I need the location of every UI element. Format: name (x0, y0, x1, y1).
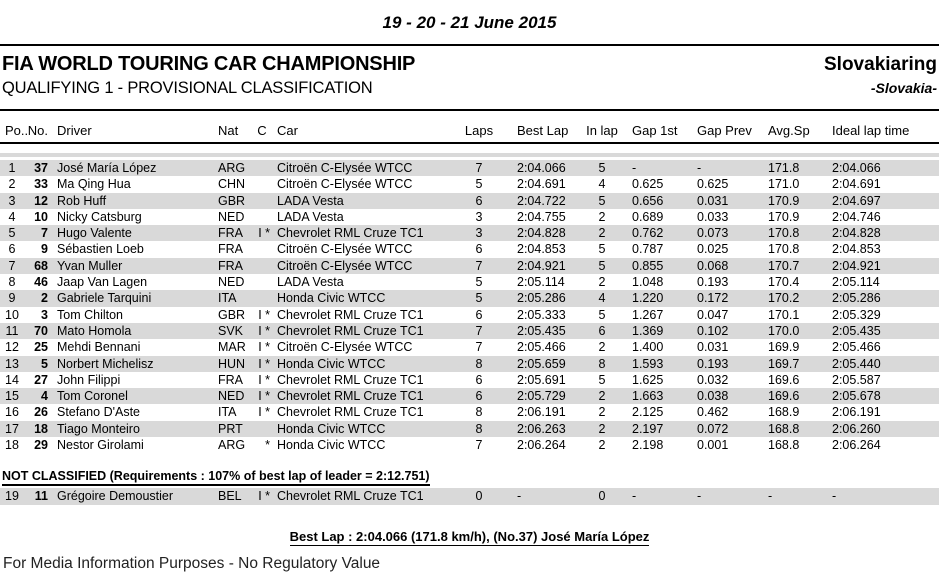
title-row (0, 46, 939, 76)
cell-driver: Ma Qing Hua (57, 177, 131, 192)
cell-gap_prev: 0.031 (697, 340, 729, 355)
cell-in_lap: 2 (598, 226, 606, 241)
col-header-no: No. (24, 111, 48, 143)
cell-ideal: 2:04.746 (832, 209, 881, 224)
cell-no: 5 (41, 356, 48, 371)
cell-ideal: 2:04.066 (832, 161, 881, 175)
cell-car: LADA Vesta (277, 193, 344, 208)
cell-ideal: 2:04.828 (832, 226, 881, 241)
cell-pos: 16 (5, 405, 19, 420)
cell-laps: 7 (475, 323, 483, 338)
cell-car: LADA Vesta (277, 275, 344, 290)
cell-gap_prev: 0.032 (697, 372, 729, 387)
cell-ideal: 2:04.853 (832, 242, 881, 257)
col-header-avg_sp: Avg.Sp (764, 111, 828, 143)
col-header-gap_prev: Gap Prev (692, 111, 764, 143)
cell-pos: 9 (8, 291, 16, 306)
cell-driver: José María López (57, 161, 157, 175)
cell-in_lap: 2 (598, 438, 606, 453)
table-row (0, 193, 939, 209)
table-row (0, 307, 939, 323)
cell-in_lap: 5 (598, 161, 606, 175)
cell-c (250, 209, 274, 225)
cell-gap_1st: 1.220 (632, 291, 664, 306)
cell-best_lap: 2:04.853 (517, 242, 566, 257)
col-header-gap_1st: Gap 1st (620, 111, 692, 143)
table-row (0, 372, 939, 388)
cell-c (250, 241, 274, 257)
cell-nat: GBR (218, 193, 246, 208)
cell-no: 29 (34, 438, 48, 453)
cell-ideal: 2:05.678 (832, 389, 881, 404)
cell-gap_prev: 0.102 (697, 323, 729, 338)
cell-gap_1st: 0.855 (632, 258, 664, 273)
country-name: -Slovakia- (870, 80, 937, 96)
cell-gap_prev: 0.038 (697, 389, 729, 404)
cell-avg_sp: 169.6 (768, 389, 800, 404)
cell-avg_sp: 170.8 (768, 226, 800, 241)
cell-nat: ITA (218, 405, 237, 420)
not-classified-heading: NOT CLASSIFIED (Requirements : 107% of best lap of leader = 2:12.751) (2, 469, 430, 486)
cell-gap_1st: 0.762 (632, 226, 664, 241)
cell-no: 4 (41, 389, 48, 404)
cell-in_lap: 4 (598, 291, 606, 306)
cell-car: Honda Civic WTCC (277, 291, 386, 306)
spacer-row (0, 143, 939, 153)
cell-avg_sp: 170.8 (768, 242, 800, 257)
cell-c: I * (258, 307, 270, 322)
cell-gap_1st: - (632, 489, 637, 504)
cell-gap_prev: 0.025 (697, 242, 729, 257)
col-header-car: Car (274, 111, 460, 143)
cell-nat: NED (218, 389, 245, 404)
classification-table-header (0, 111, 939, 143)
cell-avg_sp: 170.2 (768, 291, 800, 306)
cell-no: 7 (41, 226, 48, 241)
col-header-pos: Po.. (0, 111, 24, 143)
cell-laps: 6 (475, 307, 483, 322)
cell-no: 25 (34, 340, 48, 355)
cell-nat: NED (218, 275, 245, 290)
cell-c: I * (258, 226, 270, 241)
table-row (0, 290, 939, 306)
table-row (0, 160, 939, 176)
nc-table-row (0, 488, 939, 504)
event-date: 19 - 20 - 21 June 2015 (382, 13, 557, 32)
cell-no: 12 (34, 193, 48, 208)
cell-gap_prev: 0.073 (697, 226, 729, 241)
championship-title: FIA WORLD TOURING CAR CHAMPIONSHIP (2, 53, 416, 75)
cell-c: * (265, 438, 270, 453)
cell-in_lap: 2 (598, 209, 606, 224)
cell-pos: 12 (5, 340, 19, 355)
cell-ideal: 2:06.264 (832, 438, 881, 453)
col-header-c: C (250, 111, 274, 143)
cell-driver: Norbert Michelisz (57, 356, 154, 371)
session-title: QUALIFYING 1 - PROVISIONAL CLASSIFICATION (2, 79, 373, 97)
cell-avg_sp: 168.8 (768, 438, 800, 453)
cell-best_lap: 2:05.691 (517, 372, 566, 387)
cell-driver: Gabriele Tarquini (57, 291, 152, 306)
cell-laps: 6 (475, 193, 483, 208)
col-header-in_lap: In lap (584, 111, 620, 143)
cell-pos: 19 (5, 489, 19, 504)
cell-nat: HUN (218, 356, 246, 371)
cell-gap_1st: 1.400 (632, 340, 664, 355)
cell-laps: 7 (475, 258, 483, 273)
cell-car: Chevrolet RML Cruze TC1 (277, 389, 424, 404)
cell-pos: 13 (5, 356, 19, 371)
cell-best_lap: 2:04.722 (517, 193, 566, 208)
cell-best_lap: 2:05.435 (517, 323, 566, 338)
cell-c (250, 421, 274, 437)
cell-driver: Tiago Monteiro (57, 421, 140, 436)
cell-pos: 5 (8, 226, 16, 241)
cell-driver: Stefano D'Aste (57, 405, 140, 420)
table-row (0, 176, 939, 192)
col-header-best_lap: Best Lap (498, 111, 584, 143)
cell-avg_sp: 169.7 (768, 356, 800, 371)
cell-laps: 6 (475, 242, 483, 257)
cell-pos: 1 (8, 161, 16, 175)
cell-no: 37 (34, 161, 48, 175)
cell-no: 9 (41, 242, 48, 257)
cell-no: 70 (34, 323, 48, 338)
cell-c: I * (258, 389, 270, 404)
cell-best_lap: 2:05.114 (517, 275, 565, 290)
cell-gap_prev: 0.193 (697, 275, 729, 290)
classification-table (0, 111, 939, 453)
cell-in_lap: 2 (598, 340, 606, 355)
cell-no: 26 (34, 405, 48, 420)
cell-avg_sp: 169.9 (768, 340, 800, 355)
cell-driver: Jaap Van Lagen (57, 275, 148, 290)
cell-ideal: - (832, 489, 837, 504)
cell-in_lap: 2 (598, 421, 606, 436)
cell-in_lap: 5 (598, 372, 606, 387)
cell-gap_prev: 0.193 (697, 356, 729, 371)
cell-ideal: 2:04.921 (832, 258, 881, 273)
cell-driver: Sébastien Loeb (57, 242, 144, 257)
table-row (0, 356, 939, 372)
cell-nat: BEL (218, 489, 242, 504)
cell-nat: FRA (218, 226, 243, 241)
cell-nat: FRA (218, 372, 243, 387)
cell-car: Chevrolet RML Cruze TC1 (277, 405, 424, 420)
cell-best_lap: 2:05.659 (517, 356, 566, 371)
cell-in_lap: 4 (598, 177, 606, 192)
cell-ideal: 2:04.691 (832, 177, 881, 192)
best-lap-summary: Best Lap : 2:04.066 (171.8 km/h), (No.37) José María López (289, 528, 650, 544)
cell-pos: 7 (8, 258, 16, 273)
cell-in_lap: 2 (598, 405, 606, 420)
cell-driver: Hugo Valente (57, 226, 132, 241)
cell-avg_sp: 168.9 (768, 405, 800, 420)
cell-ideal: 2:06.260 (832, 421, 881, 436)
cell-best_lap: - (517, 489, 522, 504)
cell-laps: 5 (475, 291, 483, 306)
cell-gap_prev: 0.625 (697, 177, 729, 192)
cell-best_lap: 2:06.264 (517, 438, 566, 453)
cell-car: Honda Civic WTCC (277, 438, 386, 453)
cell-laps: 8 (475, 405, 483, 420)
cell-driver: John Filippi (57, 372, 121, 387)
cell-pos: 11 (5, 323, 19, 338)
cell-laps: 3 (475, 226, 483, 241)
cell-avg_sp: 170.0 (768, 323, 800, 338)
cell-nat: ITA (218, 291, 237, 306)
cell-pos: 2 (8, 177, 16, 192)
cell-avg_sp: 171.8 (768, 161, 800, 175)
cell-car: Honda Civic WTCC (277, 421, 386, 436)
cell-laps: 6 (475, 389, 483, 404)
table-row (0, 437, 939, 453)
cell-no: 2 (41, 291, 48, 306)
cell-car: Citroën C-Elysée WTCC (277, 340, 413, 355)
cell-laps: 7 (475, 438, 483, 453)
cell-in_lap: 2 (598, 275, 606, 290)
cell-gap_1st: - (632, 161, 637, 175)
cell-ideal: 2:05.329 (832, 307, 881, 322)
cell-best_lap: 2:04.755 (517, 209, 566, 224)
cell-gap_prev: 0.068 (697, 258, 729, 273)
cell-gap_1st: 1.048 (632, 275, 664, 290)
cell-car: Chevrolet RML Cruze TC1 (277, 489, 424, 504)
cell-c: I * (258, 356, 270, 371)
cell-gap_1st: 1.267 (632, 307, 664, 322)
cell-no: 68 (34, 258, 48, 273)
cell-pos: 8 (8, 275, 16, 290)
cell-car: Honda Civic WTCC (277, 356, 386, 371)
cell-gap_1st: 1.369 (632, 323, 664, 338)
cell-c: I * (258, 340, 270, 355)
cell-driver: Mato Homola (57, 323, 132, 338)
table-row (0, 421, 939, 437)
cell-car: Chevrolet RML Cruze TC1 (277, 307, 424, 322)
cell-no: 27 (34, 372, 48, 387)
cell-driver: Nestor Girolami (57, 438, 144, 453)
col-header-laps: Laps (460, 111, 498, 143)
table-row (0, 404, 939, 420)
cell-ideal: 2:04.697 (832, 193, 881, 208)
venue-name: Slovakiaring (824, 54, 937, 75)
cell-car: Chevrolet RML Cruze TC1 (277, 226, 424, 241)
cell-c (250, 290, 274, 306)
cell-c: I * (258, 489, 270, 504)
cell-best_lap: 2:05.333 (517, 307, 566, 322)
cell-gap_1st: 2.197 (632, 421, 664, 436)
header-row (0, 111, 939, 143)
cell-avg_sp: 169.6 (768, 372, 800, 387)
cell-pos: 4 (8, 209, 16, 224)
cell-best_lap: 2:05.286 (517, 291, 566, 306)
cell-laps: 8 (475, 421, 483, 436)
cell-best_lap: 2:05.729 (517, 389, 566, 404)
cell-c (250, 193, 274, 209)
cell-best_lap: 2:04.066 (517, 161, 566, 175)
cell-driver: Tom Coronel (57, 389, 128, 404)
cell-in_lap: 5 (598, 193, 606, 208)
cell-best_lap: 2:06.191 (517, 405, 566, 420)
cell-avg_sp: 171.0 (768, 177, 800, 192)
cell-ideal: 2:05.435 (832, 323, 881, 338)
cell-gap_prev: 0.072 (697, 421, 729, 436)
cell-car: Citroën C-Elysée WTCC (277, 242, 413, 257)
cell-ideal: 2:05.466 (832, 340, 881, 355)
table-row (0, 258, 939, 274)
cell-gap_1st: 0.787 (632, 242, 664, 257)
table-row (0, 388, 939, 404)
cell-gap_1st: 0.656 (632, 193, 664, 208)
cell-laps: 5 (475, 177, 483, 192)
cell-car: Citroën C-Elysée WTCC (277, 177, 413, 192)
cell-gap_1st: 1.593 (632, 356, 664, 371)
subtitle-row (0, 76, 939, 109)
cell-no: 18 (34, 421, 48, 436)
table-row (0, 274, 939, 290)
cell-pos: 10 (5, 307, 19, 322)
cell-ideal: 2:05.440 (832, 356, 881, 371)
col-header-ideal: Ideal lap time (828, 111, 939, 143)
cell-driver: Nicky Catsburg (57, 209, 142, 224)
table-row (0, 339, 939, 355)
not-classified-table-body (0, 488, 939, 504)
cell-avg_sp: 170.1 (768, 307, 800, 322)
cell-nat: GBR (218, 307, 246, 322)
col-header-driver: Driver (48, 111, 216, 143)
cell-nat: FRA (218, 258, 243, 273)
cell-in_lap: 2 (598, 389, 606, 404)
cell-no: 3 (41, 307, 48, 322)
cell-best_lap: 2:06.263 (517, 421, 566, 436)
cell-best_lap: 2:04.828 (517, 226, 566, 241)
cell-ideal: 2:05.286 (832, 291, 881, 306)
cell-in_lap: 5 (598, 258, 606, 273)
cell-laps: 7 (475, 161, 483, 175)
cell-driver: Mehdi Bennani (57, 340, 141, 355)
cell-gap_prev: - (697, 489, 702, 504)
cell-driver: Tom Chilton (57, 307, 123, 322)
classification-table-body (0, 143, 939, 453)
cell-nat: CHN (218, 177, 246, 192)
cell-pos: 14 (5, 372, 19, 387)
cell-avg_sp: 170.9 (768, 209, 800, 224)
cell-pos: 3 (8, 193, 16, 208)
cell-c: I * (258, 323, 270, 338)
cell-ideal: 2:06.191 (832, 405, 881, 420)
table-row (0, 225, 939, 241)
cell-no: 10 (34, 209, 48, 224)
cell-gap_prev: 0.031 (697, 193, 729, 208)
cell-nat: SVK (218, 323, 244, 338)
table-row (0, 241, 939, 257)
cell-no: 33 (34, 177, 48, 192)
cell-in_lap: 5 (598, 307, 606, 322)
cell-c (250, 176, 274, 192)
cell-pos: 17 (5, 421, 19, 436)
cell-best_lap: 2:05.466 (517, 340, 566, 355)
cell-avg_sp: 170.9 (768, 193, 800, 208)
cell-ideal: 2:05.587 (832, 372, 881, 387)
cell-gap_1st: 2.125 (632, 405, 664, 420)
cell-avg_sp: 170.4 (768, 275, 800, 290)
cell-no: 11 (34, 489, 48, 504)
cell-laps: 0 (475, 489, 483, 504)
cell-gap_1st: 2.198 (632, 438, 664, 453)
cell-in_lap: 6 (598, 323, 606, 338)
cell-gap_prev: 0.001 (697, 438, 729, 453)
cell-laps: 7 (475, 340, 483, 355)
cell-ideal: 2:05.114 (832, 275, 880, 290)
cell-c (250, 160, 274, 176)
cell-gap_prev: 0.033 (697, 209, 729, 224)
cell-nat: NED (218, 209, 245, 224)
cell-car: Chevrolet RML Cruze TC1 (277, 323, 424, 338)
not-classified-table (0, 488, 939, 504)
cell-laps: 3 (475, 209, 483, 224)
col-header-nat: Nat (216, 111, 250, 143)
cell-car: Citroën C-Elysée WTCC (277, 258, 413, 273)
cell-gap_prev: 0.047 (697, 307, 729, 322)
cell-driver: Grégoire Demoustier (57, 489, 174, 504)
cell-c (250, 258, 274, 274)
cell-c: I * (258, 372, 270, 387)
cell-laps: 5 (475, 275, 483, 290)
cell-avg_sp: 168.8 (768, 421, 800, 436)
cell-driver: Yvan Muller (57, 258, 123, 273)
cell-in_lap: 0 (598, 489, 606, 504)
cell-nat: ARG (218, 161, 246, 175)
cell-nat: PRT (218, 421, 243, 436)
best-lap-summary-line (0, 528, 939, 546)
cell-nat: MAR (218, 340, 246, 355)
cell-gap_prev: 0.172 (697, 291, 729, 306)
cell-avg_sp: - (768, 489, 773, 504)
media-note: For Media Information Purposes - No Regulatory Value (3, 554, 381, 572)
cell-avg_sp: 170.7 (768, 258, 800, 273)
cell-in_lap: 8 (598, 356, 606, 371)
cell-no: 46 (34, 275, 48, 290)
cell-pos: 15 (5, 389, 19, 404)
cell-in_lap: 5 (598, 242, 606, 257)
cell-best_lap: 2:04.691 (517, 177, 566, 192)
cell-nat: FRA (218, 242, 243, 257)
cell-gap_prev: - (697, 161, 702, 175)
cell-driver: Rob Huff (57, 193, 107, 208)
cell-car: Citroën C-Elysée WTCC (277, 161, 413, 175)
table-row (0, 209, 939, 225)
cell-nat: ARG (218, 438, 246, 453)
cell-c: I * (258, 405, 270, 420)
cell-car: LADA Vesta (277, 209, 344, 224)
cell-gap_1st: 1.663 (632, 389, 664, 404)
cell-gap_1st: 0.689 (632, 209, 664, 224)
not-classified-section (0, 467, 939, 485)
cell-pos: 18 (5, 438, 19, 453)
cell-laps: 6 (475, 372, 483, 387)
cell-c (250, 274, 274, 290)
cell-laps: 8 (475, 356, 483, 371)
cell-gap_1st: 1.625 (632, 372, 664, 387)
cell-gap_1st: 0.625 (632, 177, 664, 192)
cell-car: Chevrolet RML Cruze TC1 (277, 372, 424, 387)
cell-gap_prev: 0.462 (697, 405, 729, 420)
cell-pos: 6 (8, 242, 16, 257)
cell-best_lap: 2:04.921 (517, 258, 566, 273)
table-row (0, 323, 939, 339)
